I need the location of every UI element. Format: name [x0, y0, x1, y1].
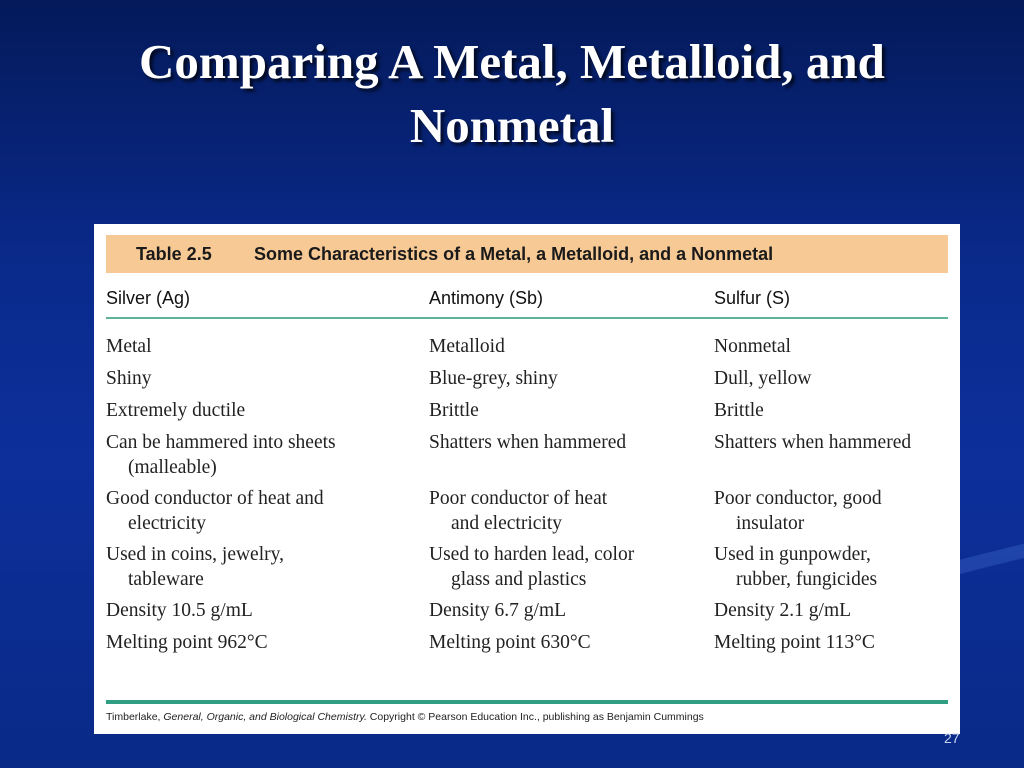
- slide-title: Comparing A Metal, Metalloid, and Nonmetal: [139, 34, 885, 153]
- table-number: Table 2.5: [136, 243, 212, 264]
- cell-silver: [106, 542, 416, 592]
- cell-line: Used in gunpowder,: [714, 544, 871, 565]
- table-row: [94, 366, 960, 398]
- credit-rest: Copyright © Pearson Education Inc., publishing as Benjamin Cummings: [369, 711, 704, 723]
- cell-line: Melting point 962°C: [106, 632, 268, 653]
- cell-line: Nonmetal: [714, 336, 791, 357]
- cell-line: Density 10.5 g/mL: [106, 600, 253, 621]
- source-credit: [106, 711, 948, 723]
- cell-line: Used in coins, jewelry,: [106, 544, 284, 565]
- table-row: [94, 598, 960, 630]
- table-row: [94, 334, 960, 366]
- cell-silver: [106, 366, 416, 391]
- cell-sulfur: [714, 630, 960, 655]
- cell-line: Shatters when hammered: [429, 432, 627, 453]
- cell-silver: [106, 486, 416, 536]
- page-number: 27: [944, 730, 960, 746]
- cell-line: Dull, yellow: [714, 368, 812, 389]
- cell-sulfur: [714, 486, 960, 536]
- cell-antimony: [429, 542, 709, 592]
- cell-silver: [106, 598, 416, 623]
- cell-sulfur: [714, 334, 960, 359]
- cell-line: glass and plastics: [451, 569, 587, 590]
- cell-sulfur: [714, 366, 960, 391]
- table-image: [94, 224, 960, 734]
- cell-sulfur: [714, 398, 960, 423]
- footer-rule: [106, 700, 948, 704]
- table-row: [94, 430, 960, 486]
- cell-line: Good conductor of heat and: [106, 488, 324, 509]
- cell-line: Density 6.7 g/mL: [429, 600, 567, 621]
- cell-line: Brittle: [429, 400, 479, 421]
- cell-line: tableware: [128, 569, 204, 590]
- cell-line: (malleable): [128, 457, 217, 478]
- cell-line: Density 2.1 g/mL: [714, 600, 852, 621]
- cell-antimony: [429, 486, 709, 536]
- cell-antimony: [429, 430, 709, 455]
- credit-book: General, Organic, and Biological Chemistry.: [163, 711, 367, 723]
- cell-antimony: [429, 334, 709, 359]
- cell-line: Can be hammered into sheets: [106, 432, 336, 453]
- cell-sulfur: [714, 598, 960, 623]
- cell-line: Shiny: [106, 368, 152, 389]
- cell-silver: [106, 630, 416, 655]
- cell-silver: [106, 334, 416, 359]
- header-rule: [106, 317, 948, 319]
- cell-sulfur: [714, 430, 960, 455]
- cell-line: Shatters when hammered: [714, 432, 912, 453]
- column-header-antimony: Antimony (Sb): [429, 288, 544, 308]
- cell-silver: [106, 398, 416, 423]
- cell-line: Poor conductor, good: [714, 488, 882, 509]
- table-row: [94, 398, 960, 430]
- cell-line: Melting point 630°C: [429, 632, 591, 653]
- cell-line: Metal: [106, 336, 152, 357]
- table-header-bar: [106, 235, 948, 273]
- cell-line: and electricity: [451, 513, 562, 534]
- cell-line: Brittle: [714, 400, 764, 421]
- table-row: [94, 630, 960, 662]
- cell-sulfur: [714, 542, 960, 592]
- cell-line: rubber, fungicides: [736, 569, 878, 590]
- cell-line: insulator: [736, 513, 805, 534]
- credit-author: Timberlake,: [106, 711, 161, 723]
- table-row: [94, 486, 960, 542]
- cell-line: electricity: [128, 513, 206, 534]
- cell-antimony: [429, 598, 709, 623]
- cell-antimony: [429, 630, 709, 655]
- cell-line: Used to harden lead, color: [429, 544, 635, 565]
- column-header-silver: Silver (Ag): [106, 288, 191, 308]
- table-row: [94, 542, 960, 598]
- cell-line: Extremely ductile: [106, 400, 246, 421]
- cell-line: Metalloid: [429, 336, 505, 357]
- column-headers: [94, 288, 960, 316]
- cell-antimony: [429, 366, 709, 391]
- cell-silver: [106, 430, 416, 480]
- column-header-sulfur: Sulfur (S): [714, 288, 791, 308]
- table-caption: Some Characteristics of a Metal, a Metalloid, and a Nonmetal: [254, 243, 774, 264]
- cell-line: Blue-grey, shiny: [429, 368, 558, 389]
- cell-line: Melting point 113°C: [714, 632, 875, 653]
- table-body: [94, 334, 960, 662]
- cell-antimony: [429, 398, 709, 423]
- cell-line: Poor conductor of heat: [429, 488, 608, 509]
